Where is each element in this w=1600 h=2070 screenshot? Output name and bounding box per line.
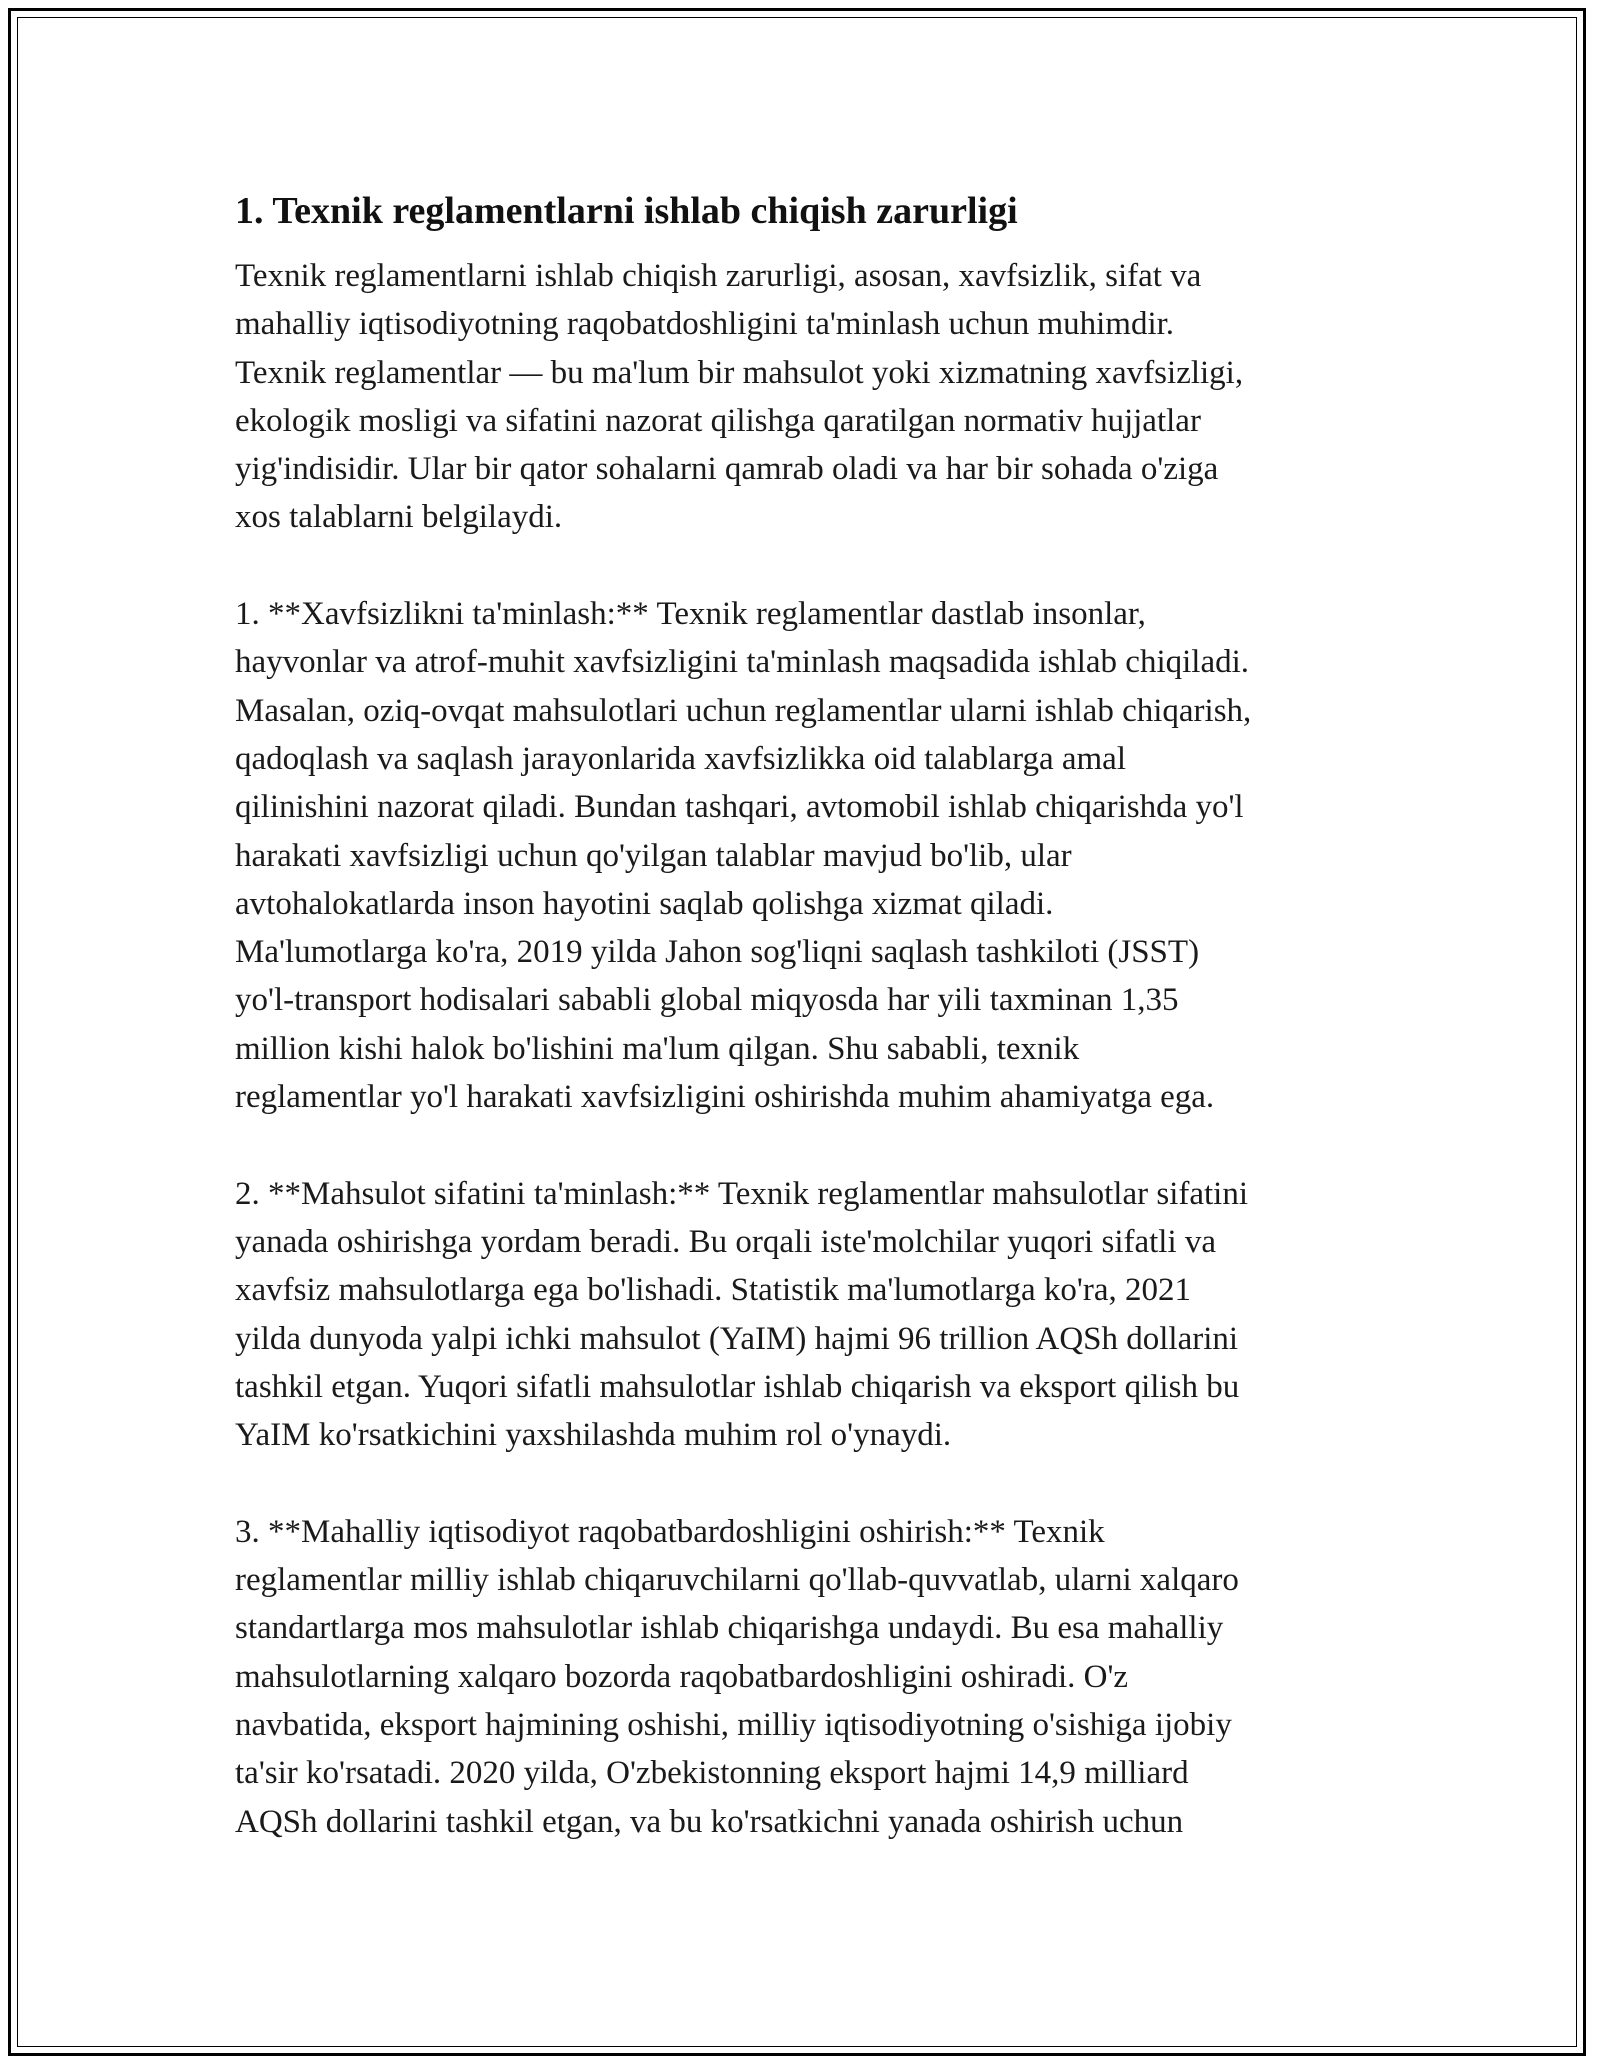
text-line: 1. **Xavfsizlikni ta'minlash:** Texnik reglamentlar dastlab insonlar,	[235, 596, 1146, 633]
text-line: avtohalokatlarda inson hayotini saqlab qolishga xizmat qiladi.	[235, 885, 1054, 922]
text-line: navbatida, eksport hajmining oshishi, milliy iqtisodiyotning o'sishiga ijobiy	[235, 1706, 1232, 1743]
text-line: 2. **Mahsulot sifatini ta'minlash:** Texnik reglamentlar mahsulotlar sifatini	[235, 1175, 1249, 1212]
text-line: reglamentlar yo'l harakati xavfsizligini oshirishda muhim ahamiyatga ega.	[235, 1079, 1215, 1116]
text-line: yo'l-transport hodisalari sababli global miqyosda har yili taxminan 1,35	[235, 982, 1179, 1019]
text-line: mahsulotlarning xalqaro bozorda raqobatbardoshligini oshiradi. O'z	[235, 1658, 1129, 1695]
text-line: AQSh dollarini tashkil etgan, va bu ko'rsatkichni yanada oshirish uchun	[235, 1803, 1184, 1840]
text-line: ta'sir ko'rsatadi. 2020 yilda, O'zbekistonning eksport hajmi 14,9 milliard	[235, 1755, 1189, 1792]
text-line: 3. **Mahalliy iqtisodiyot raqobatbardoshligini oshirish:** Texnik	[235, 1513, 1105, 1550]
text-line: Ma'lumotlarga ko'ra, 2019 yilda Jahon sog'liqni saqlash tashkiloti (JSST)	[235, 934, 1200, 971]
text-line: Masalan, oziq-ovqat mahsulotlari uchun reglamentlar ularni ishlab chiqarish,	[235, 692, 1252, 729]
document-body	[235, 186, 1375, 1846]
text-line: Texnik reglamentlar — bu ma'lum bir mahsulot yoki xizmatning xavfsizligi,	[235, 354, 1244, 391]
text-line: YaIM ko'rsatkichini yaxshilashda muhim rol o'ynaydi.	[235, 1417, 952, 1454]
text-line: xos talablarni belgilaydi.	[235, 499, 563, 536]
text-line: qilinishini nazorat qiladi. Bundan tashqari, avtomobil ishlab chiqarishda yo'l	[235, 789, 1244, 826]
competitiveness-paragraph	[235, 1508, 1375, 1846]
text-line: million kishi halok bo'lishini ma'lum qilgan. Shu sababli, texnik	[235, 1030, 1080, 1067]
text-line: harakati xavfsizligi uchun qo'yilgan talablar mavjud bo'lib, ular	[235, 837, 1072, 874]
text-line: tashkil etgan. Yuqori sifatli mahsulotlar ishlab chiqarish va eksport qilish bu	[235, 1368, 1240, 1405]
text-line: yanada oshirishga yordam beradi. Bu orqali iste'molchilar yuqori sifatli va	[235, 1223, 1217, 1260]
text-line: qadoqlash va saqlash jarayonlarida xavfsizlikka oid talablarga amal	[235, 740, 1126, 777]
section-heading: 1. Texnik reglamentlarni ishlab chiqish zarurligi	[235, 190, 1018, 232]
text-line: Texnik reglamentlarni ishlab chiqish zarurligi, asosan, xavfsizlik, sifat va	[235, 258, 1202, 294]
text-line: ekologik mosligi va sifatini nazorat qilishga qaratilgan normativ hujjatlar	[235, 402, 1201, 439]
intro-paragraph	[235, 252, 1375, 542]
text-line: mahalliy iqtisodiyotning raqobatdoshligini ta'minlash uchun muhimdir.	[235, 306, 1175, 343]
text-line: hayvonlar va atrof-muhit xavfsizligini ta'minlash maqsadida ishlab chiqiladi.	[235, 644, 1250, 681]
text-line: standartlarga mos mahsulotlar ishlab chiqarishga undaydi. Bu esa mahalliy	[235, 1610, 1224, 1647]
text-line: reglamentlar milliy ishlab chiqaruvchilarni qo'llab-quvvatlab, ularni xalqaro	[235, 1562, 1239, 1599]
safety-paragraph	[235, 590, 1375, 1121]
quality-paragraph	[235, 1170, 1375, 1460]
text-line: yig'indisidir. Ular bir qator sohalarni qamrab oladi va har bir sohada o'ziga	[235, 451, 1219, 488]
text-line: xavfsiz mahsulotlarga ega bo'lishadi. Statistik ma'lumotlarga ko'ra, 2021	[235, 1272, 1192, 1309]
text-line: yilda dunyoda yalpi ichki mahsulot (YaIM) hajmi 96 trillion AQSh dollarini	[235, 1320, 1239, 1357]
